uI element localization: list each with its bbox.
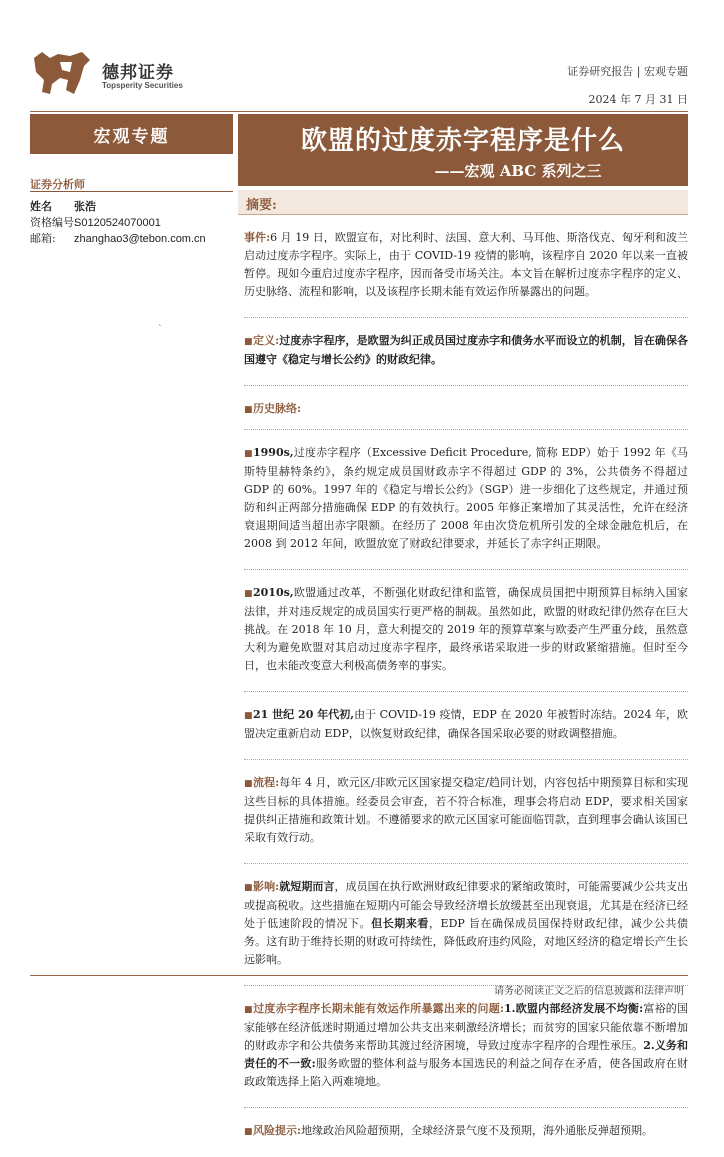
analyst-license: S0120524070001 xyxy=(74,217,161,229)
brand-name-en: Topsperity Securities xyxy=(102,81,183,90)
impact-long-term: 但长期来看 xyxy=(371,917,429,930)
company-logo xyxy=(30,50,190,98)
brand-name-cn: 德邦证券 xyxy=(102,63,174,83)
section-divider xyxy=(244,385,688,386)
section-divider xyxy=(244,691,688,692)
section-divider xyxy=(244,1107,688,1108)
analyst-name: 张浩 xyxy=(74,200,96,213)
problem-2-label: 2.义务和责任的不一致: xyxy=(244,1039,689,1070)
bullet-icon: ■ xyxy=(244,711,253,721)
bullet-icon: ■ xyxy=(244,1005,253,1015)
history-2020s-text: 由于 COVID-19 疫情，EDP 在 2020 年被暂时冻结。2024 年，欧盟决定重新启动 EDP，以恢复财政纪律，确保各国采取必要的财政调整措施。 xyxy=(244,708,688,740)
problems-label: 过度赤字程序长期未能有效运作所暴露出来的问题: xyxy=(253,1002,505,1015)
report-title: 欧盟的过度赤字程序是什么 xyxy=(300,126,625,156)
event-paragraph xyxy=(244,229,688,301)
bullet-icon: ■ xyxy=(244,883,253,893)
history-2020s-label: 21 世纪 20 年代初, xyxy=(253,708,355,721)
history-2010s-paragraph xyxy=(244,584,688,675)
history-heading xyxy=(244,400,688,419)
analyst-name-line xyxy=(30,198,96,214)
section-divider xyxy=(244,569,688,570)
abstract-body xyxy=(244,229,688,1157)
process-text: 每年 4 月，欧元区/非欧元区国家提交稳定/趋同计划，内容包括中期预算目标和实现这些目标的具体措施。经委员会审查，若不符合标准，理事会将启动 EDP，要求相关国家提供纠正措施和政策计划。不遵循要求的欧元区国家可能面临罚款，直到理事会确认该国已采取有效行动。 xyxy=(244,776,689,844)
process-paragraph xyxy=(244,774,688,847)
definition-label: 定义: xyxy=(253,334,280,347)
section-divider xyxy=(244,863,688,864)
category-banner: 宏观专题 xyxy=(30,114,233,154)
event-text: 6 月 19 日，欧盟宣布，对比利时、法国、意大利、马耳他、斯洛伐克、匈牙利和波兰启动过度赤字程序。实际上，由于 COVID-19 疫情的影响，该程序自 2020 年以来一直被暂停。现如今重启过度赤字程序，因而备受市场关注。本文旨在解析过度赤字程序的定义、历史脉络、流程和影响，以及该程序长期未能有效运作所暴露出的问题。 xyxy=(244,231,689,298)
analyst-email-line xyxy=(30,230,206,246)
impact-paragraph xyxy=(244,878,688,969)
bullet-icon: ■ xyxy=(244,589,253,599)
title-banner xyxy=(238,114,688,186)
problem-2-text: 服务欧盟的整体利益与服务本国选民的利益之间存在矛盾，使各国政府在财政政策选择上陷入两难境地。 xyxy=(244,1057,689,1088)
report-date: 2024 年 7 月 31 日 xyxy=(588,93,688,106)
event-label: 事件: xyxy=(244,231,271,244)
bullet-icon: ■ xyxy=(244,1127,253,1137)
definition-text: 过度赤字程序，是欧盟为纠正成员国过度赤字和债务水平而设立的机制，旨在确保各国遵守《稳定与增长公约》的财政纪律。 xyxy=(244,334,689,366)
report-type: 证券研究报告 | 宏观专题 xyxy=(567,65,688,78)
header-divider xyxy=(30,111,688,112)
history-1990s-paragraph xyxy=(244,444,688,553)
report-subtitle: ——宏观 ABC 系列之三 xyxy=(434,162,602,180)
footer-divider xyxy=(30,975,688,976)
definition-paragraph xyxy=(244,332,688,369)
analyst-license-line xyxy=(30,214,161,230)
history-2010s-label: 2010s, xyxy=(253,586,294,599)
risk-paragraph xyxy=(244,1122,688,1141)
problems-paragraph xyxy=(244,1000,688,1091)
impact-label: 影响: xyxy=(253,880,280,893)
bull-icon xyxy=(30,50,92,96)
impact-text-2: ，EDP 旨在确保成员国保持财政纪律，减少公共债务。这有助于维持长期的财政可持续性，降低政府违约风险，对地区经济的稳定增长产生长远影响。 xyxy=(244,917,688,966)
risk-label: 风险提示: xyxy=(253,1124,302,1137)
history-2020s-paragraph xyxy=(244,706,688,743)
history-2010s-text: 欧盟通过改革，不断强化财政纪律和监管，确保成员国把中期预算目标纳入国家法律，并对违反规定的成员国实行更严格的制裁。虽然如此，欧盟的财政纪律仍然存在巨大挑战。在 2018 年 10 月，意大利提交的 2019 年的预算草案与欧委产生严重分歧，虽然意大利为避免欧盟对其启动过度赤字程序，最终承诺采取进一步的财政紧缩措施。但时至今日，也未能改变意大利极高债务率的事实。 xyxy=(244,586,688,672)
history-1990s-text: 过度赤字程序（Excessive Deficit Procedure, 简称 EDP）始于 1992 年《马斯特里赫特条约》，条约规定成员国财政赤字不得超过 GDP 的 3%，公共债务不得超过 GDP 的 60%。1997 年的《稳定与增长公约》（SGP）进一步细化了这些规定，并通过预防和纠正两部分措施确保 EDP 的有效执行。2005 年修正案增加了其灵活性，允许在经济衰退期间适当超出赤字限额。在经历了 2008 年由次贷危机所引发的全球金融危机后，在 2008 到 2012 年间，欧盟放宽了财政纪律要求，并延长了赤字纠正期限。 xyxy=(244,446,688,550)
disclaimer-note: 请务必阅读正文之后的信息披露和法律声明 xyxy=(494,986,684,997)
history-1990s-label: 1990s, xyxy=(253,446,294,459)
bullet-icon: ■ xyxy=(244,779,253,789)
analyst-section-label: 证券分析师 xyxy=(30,176,233,192)
problem-1-text: 富裕的国家能够在经济低迷时期通过增加公共支出来刺激经济增长；而贫穷的国家只能依靠不断增加的财政赤字和公共债务来帮助其渡过经济困境，导致过度赤字程序的合理性承压。 xyxy=(244,1002,689,1052)
stray-mark: ` xyxy=(158,325,163,335)
section-divider xyxy=(244,759,688,760)
process-label: 流程: xyxy=(253,776,280,789)
abstract-header xyxy=(238,190,688,214)
analyst-name-label: 姓名 xyxy=(30,200,52,213)
section-divider xyxy=(244,317,688,318)
history-label: 历史脉络: xyxy=(253,402,302,415)
section-divider xyxy=(244,429,688,430)
bullet-icon: ■ xyxy=(244,449,253,459)
bullet-icon: ■ xyxy=(244,405,253,415)
analyst-email-label: 邮箱: xyxy=(30,232,56,245)
abstract-divider xyxy=(238,214,688,215)
bullet-icon: ■ xyxy=(244,337,253,347)
problem-1-label: 1.欧盟内部经济发展不均衡: xyxy=(504,1002,644,1015)
impact-text-1: ，成员国在执行欧洲财政纪律要求的紧缩政策时，可能需要减少公共支出或提高税收。这些措施在短期内可能会导致经济增长放缓甚至出现衰退，尤其是在经济已经处于低速阶段的情况下。 xyxy=(244,880,689,930)
analyst-email-link[interactable]: zhanghao3@tebon.com.cn xyxy=(74,233,206,245)
risk-text: 地缘政治风险超预期，全球经济景气度不及预期，海外通胀反弹超预期。 xyxy=(301,1124,654,1137)
analyst-license-label: 资格编号: xyxy=(30,216,78,229)
abstract-label: 摘要: xyxy=(246,198,277,213)
impact-short-term: 就短期而言 xyxy=(279,880,335,893)
